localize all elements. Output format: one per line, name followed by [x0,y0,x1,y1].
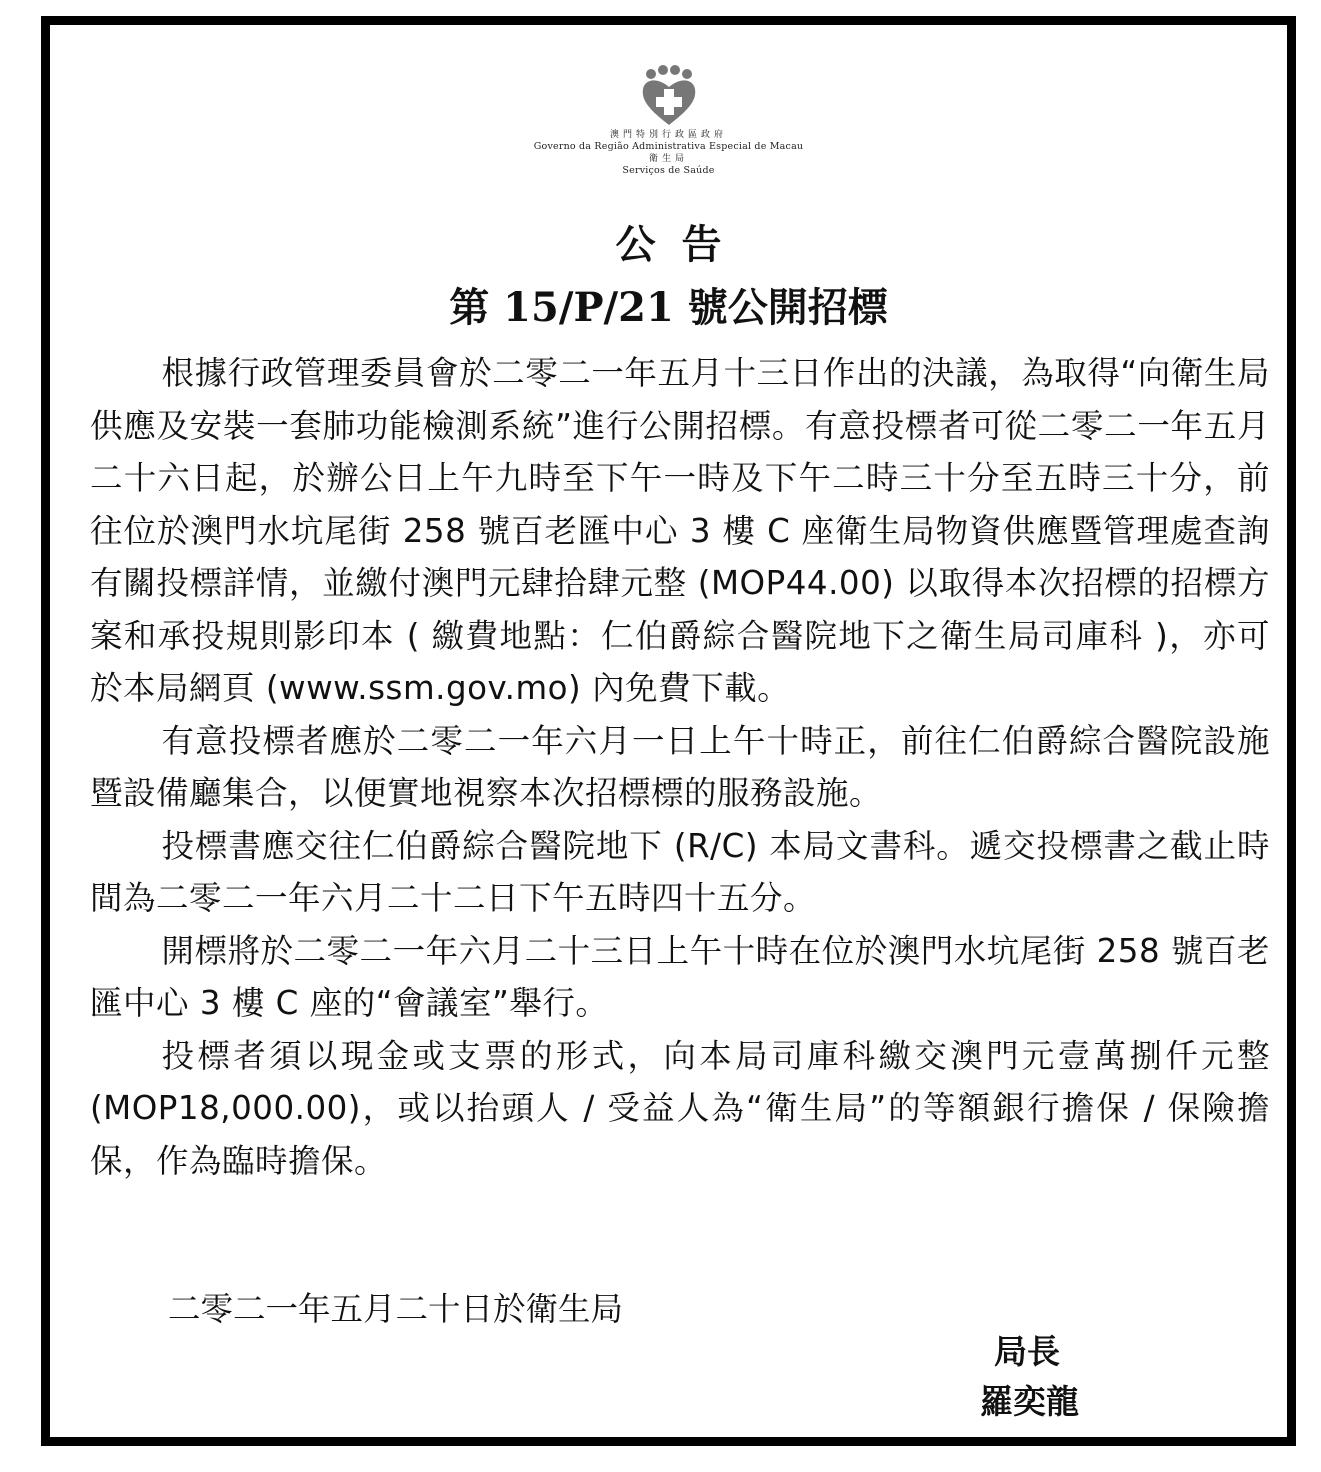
paragraph-submission-deadline: 投標書應交往仁伯爵綜合醫院地下 (R/C) 本局文書科。遞交投標書之截止時間為二零二一年六月二十二日下午五時四十五分。 [90,826,1270,917]
tender-number: 第 15/P/21 號公開招標 [449,284,888,331]
org-name-portuguese: Governo da Região Administrativa Especial de Macau [533,141,804,152]
issue-date: 二零二一年五月二十日於衛生局 [168,1290,624,1328]
paragraph-site-visit: 有意投標者應於二零二一年六月一日上午十時正，前往仁伯爵綜合醫院設施暨設備廳集合，以便實地視察本次招標標的服務設施。 [90,721,1270,812]
notice-body [90,347,1270,1187]
signatory-name: 羅奕龍 [980,1382,1079,1421]
org-name-chinese: 澳門特別行政區政府 [609,130,727,140]
dept-name-portuguese: Serviços de Saúde [622,165,715,176]
title-block [50,215,1287,337]
health-services-logo-icon [637,65,701,129]
notice-frame [41,16,1296,1446]
paragraph-opening: 開標將於二零二一年六月二十三日上午十時在位於澳門水坑尾街 258 號百老匯中心 3 樓 C 座的“會議室”舉行。 [90,931,1270,1022]
signatory-role: 局長 [994,1332,1060,1371]
paragraph-guarantee: 投標者須以現金或支票的形式，向本局司庫科繳交澳門元壹萬捌仟元整 (MOP18,000.00)，或以抬頭人 / 受益人為“衛生局”的等額銀行擔保 / 保險擔保，作為臨時擔保。 [90,1036,1270,1180]
signature-block [980,1327,1079,1427]
paragraph-tender-details: 根據行政管理委員會於二零二一年五月十三日作出的決議，為取得“向衛生局供應及安裝一套肺功能檢測系統”進行公開招標。有意投標者可從二零二一年五月二十六日起，於辦公日上午九時至下午一時及下午二時三十分至五時三十分，前往位於澳門水坑尾街 258 號百老匯中心 3 樓 C 座衛生局物資供應暨管理處查詢有關投標詳情，並繳付澳門元肆拾肆元整 (MOP44.00) 以取得本次招標的招標方案和承投規則影印本 ( 繳費地點：仁伯爵綜合醫院地下之衛生局司庫科 )，亦可於本局網頁 (www.ssm.gov.mo) 內免費下載。 [90,354,1270,707]
notice-title: 公告 [615,221,748,268]
dept-name-chinese: 衛生局 [648,154,688,164]
header-block [50,65,1287,177]
